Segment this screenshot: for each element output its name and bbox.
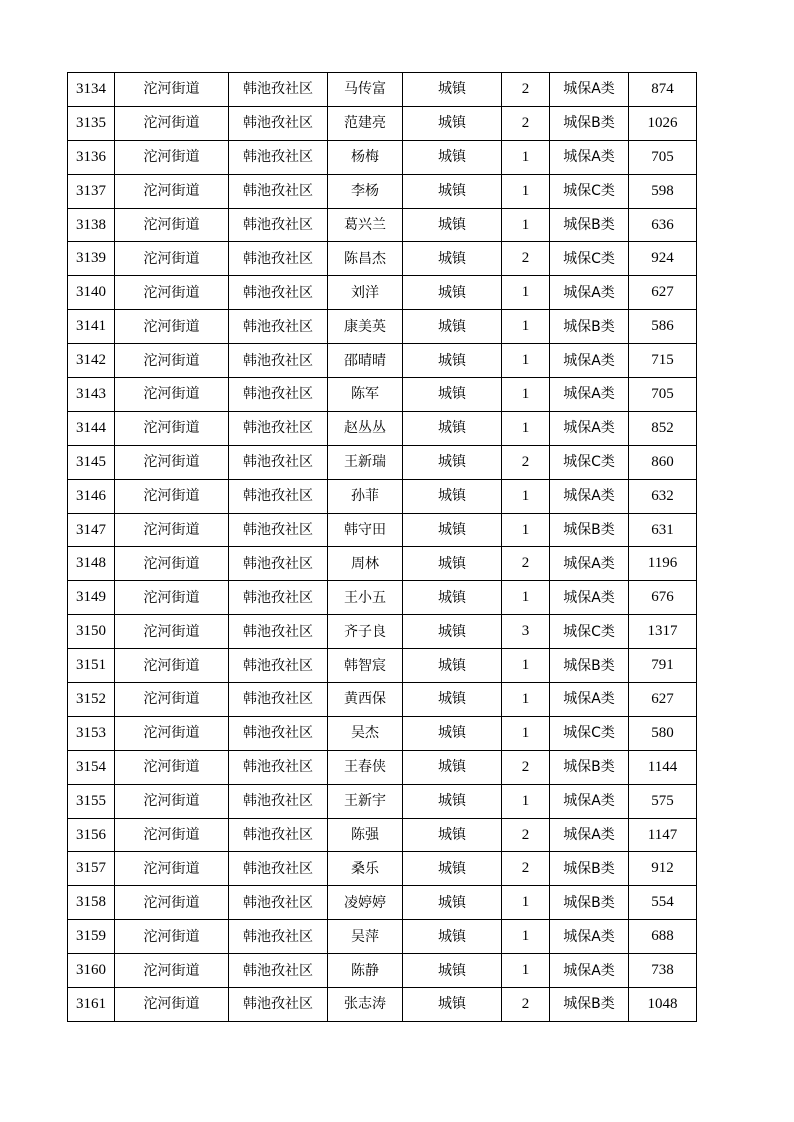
table-row <box>68 988 697 1022</box>
subdistrict-cell: 沱河街道 <box>115 140 229 174</box>
subdistrict-cell: 沱河街道 <box>115 411 229 445</box>
subdistrict-cell: 沱河街道 <box>115 750 229 784</box>
community-cell: 韩池孜社区 <box>229 242 328 276</box>
community-cell: 韩池孜社区 <box>229 547 328 581</box>
household-type-cell: 城镇 <box>403 378 502 412</box>
amount-cell: 554 <box>629 886 697 920</box>
community-cell: 韩池孜社区 <box>229 615 328 649</box>
community-cell: 韩池孜社区 <box>229 988 328 1022</box>
table-row <box>68 784 697 818</box>
table-row <box>68 750 697 784</box>
subdistrict-cell: 沱河街道 <box>115 479 229 513</box>
subdistrict-cell: 沱河街道 <box>115 513 229 547</box>
household-type-cell: 城镇 <box>403 886 502 920</box>
category-cell: 城保A类 <box>550 411 629 445</box>
name-cell: 王小五 <box>328 581 403 615</box>
name-cell: 韩守田 <box>328 513 403 547</box>
amount-cell: 715 <box>629 344 697 378</box>
seq-cell: 3137 <box>68 174 115 208</box>
subdistrict-cell: 沱河街道 <box>115 581 229 615</box>
seq-cell: 3138 <box>68 208 115 242</box>
community-cell: 韩池孜社区 <box>229 920 328 954</box>
seq-cell: 3159 <box>68 920 115 954</box>
member-count-cell: 2 <box>502 106 550 140</box>
seq-cell: 3150 <box>68 615 115 649</box>
name-cell: 齐子良 <box>328 615 403 649</box>
category-cell: 城保C类 <box>550 242 629 276</box>
household-type-cell: 城镇 <box>403 344 502 378</box>
amount-cell: 676 <box>629 581 697 615</box>
member-count-cell: 1 <box>502 716 550 750</box>
category-cell: 城保B类 <box>550 513 629 547</box>
household-type-cell: 城镇 <box>403 818 502 852</box>
amount-cell: 631 <box>629 513 697 547</box>
household-type-cell: 城镇 <box>403 852 502 886</box>
member-count-cell: 2 <box>502 750 550 784</box>
household-type-cell: 城镇 <box>403 445 502 479</box>
seq-cell: 3147 <box>68 513 115 547</box>
category-cell: 城保A类 <box>550 479 629 513</box>
amount-cell: 705 <box>629 140 697 174</box>
member-count-cell: 2 <box>502 852 550 886</box>
community-cell: 韩池孜社区 <box>229 581 328 615</box>
name-cell: 吴萍 <box>328 920 403 954</box>
table-row <box>68 242 697 276</box>
household-type-cell: 城镇 <box>403 276 502 310</box>
name-cell: 孙菲 <box>328 479 403 513</box>
amount-cell: 1196 <box>629 547 697 581</box>
household-type-cell: 城镇 <box>403 479 502 513</box>
amount-cell: 924 <box>629 242 697 276</box>
household-type-cell: 城镇 <box>403 954 502 988</box>
member-count-cell: 1 <box>502 140 550 174</box>
table-row <box>68 479 697 513</box>
community-cell: 韩池孜社区 <box>229 344 328 378</box>
subdistrict-cell: 沱河街道 <box>115 615 229 649</box>
table-row <box>68 649 697 683</box>
subdistrict-cell: 沱河街道 <box>115 954 229 988</box>
table-row <box>68 615 697 649</box>
subdistrict-cell: 沱河街道 <box>115 852 229 886</box>
member-count-cell: 2 <box>502 818 550 852</box>
community-cell: 韩池孜社区 <box>229 411 328 445</box>
table-row <box>68 411 697 445</box>
member-count-cell: 1 <box>502 513 550 547</box>
amount-cell: 627 <box>629 683 697 717</box>
subdistrict-cell: 沱河街道 <box>115 784 229 818</box>
seq-cell: 3161 <box>68 988 115 1022</box>
seq-cell: 3149 <box>68 581 115 615</box>
household-type-cell: 城镇 <box>403 174 502 208</box>
member-count-cell: 1 <box>502 784 550 818</box>
household-type-cell: 城镇 <box>403 106 502 140</box>
subdistrict-cell: 沱河街道 <box>115 445 229 479</box>
amount-cell: 738 <box>629 954 697 988</box>
data-table <box>67 72 697 1022</box>
category-cell: 城保B类 <box>550 988 629 1022</box>
household-type-cell: 城镇 <box>403 581 502 615</box>
subdistrict-cell: 沱河街道 <box>115 242 229 276</box>
member-count-cell: 1 <box>502 344 550 378</box>
category-cell: 城保A类 <box>550 344 629 378</box>
subdistrict-cell: 沱河街道 <box>115 106 229 140</box>
amount-cell: 580 <box>629 716 697 750</box>
community-cell: 韩池孜社区 <box>229 716 328 750</box>
table-row <box>68 920 697 954</box>
community-cell: 韩池孜社区 <box>229 886 328 920</box>
seq-cell: 3153 <box>68 716 115 750</box>
amount-cell: 632 <box>629 479 697 513</box>
table-row <box>68 310 697 344</box>
category-cell: 城保A类 <box>550 140 629 174</box>
household-type-cell: 城镇 <box>403 140 502 174</box>
seq-cell: 3151 <box>68 649 115 683</box>
community-cell: 韩池孜社区 <box>229 683 328 717</box>
category-cell: 城保A类 <box>550 276 629 310</box>
name-cell: 桑乐 <box>328 852 403 886</box>
seq-cell: 3140 <box>68 276 115 310</box>
subdistrict-cell: 沱河街道 <box>115 818 229 852</box>
seq-cell: 3154 <box>68 750 115 784</box>
household-type-cell: 城镇 <box>403 784 502 818</box>
seq-cell: 3139 <box>68 242 115 276</box>
seq-cell: 3157 <box>68 852 115 886</box>
category-cell: 城保B类 <box>550 106 629 140</box>
table-row <box>68 140 697 174</box>
community-cell: 韩池孜社区 <box>229 310 328 344</box>
category-cell: 城保A类 <box>550 954 629 988</box>
subdistrict-cell: 沱河街道 <box>115 378 229 412</box>
household-type-cell: 城镇 <box>403 411 502 445</box>
seq-cell: 3135 <box>68 106 115 140</box>
member-count-cell: 1 <box>502 581 550 615</box>
community-cell: 韩池孜社区 <box>229 954 328 988</box>
household-type-cell: 城镇 <box>403 310 502 344</box>
name-cell: 李杨 <box>328 174 403 208</box>
category-cell: 城保A类 <box>550 73 629 107</box>
table-row <box>68 445 697 479</box>
name-cell: 凌婷婷 <box>328 886 403 920</box>
table-row <box>68 174 697 208</box>
household-type-cell: 城镇 <box>403 513 502 547</box>
seq-cell: 3141 <box>68 310 115 344</box>
amount-cell: 627 <box>629 276 697 310</box>
member-count-cell: 1 <box>502 479 550 513</box>
seq-cell: 3158 <box>68 886 115 920</box>
member-count-cell: 2 <box>502 445 550 479</box>
community-cell: 韩池孜社区 <box>229 784 328 818</box>
member-count-cell: 1 <box>502 310 550 344</box>
subdistrict-cell: 沱河街道 <box>115 174 229 208</box>
category-cell: 城保C类 <box>550 445 629 479</box>
amount-cell: 1048 <box>629 988 697 1022</box>
household-type-cell: 城镇 <box>403 716 502 750</box>
seq-cell: 3148 <box>68 547 115 581</box>
name-cell: 韩智宸 <box>328 649 403 683</box>
name-cell: 杨梅 <box>328 140 403 174</box>
table-row <box>68 344 697 378</box>
subdistrict-cell: 沱河街道 <box>115 716 229 750</box>
amount-cell: 860 <box>629 445 697 479</box>
subdistrict-cell: 沱河街道 <box>115 73 229 107</box>
household-type-cell: 城镇 <box>403 750 502 784</box>
amount-cell: 1144 <box>629 750 697 784</box>
subdistrict-cell: 沱河街道 <box>115 649 229 683</box>
amount-cell: 636 <box>629 208 697 242</box>
household-type-cell: 城镇 <box>403 988 502 1022</box>
subdistrict-cell: 沱河街道 <box>115 683 229 717</box>
table-row <box>68 106 697 140</box>
seq-cell: 3136 <box>68 140 115 174</box>
name-cell: 吴杰 <box>328 716 403 750</box>
member-count-cell: 2 <box>502 242 550 276</box>
table-row <box>68 683 697 717</box>
member-count-cell: 1 <box>502 683 550 717</box>
household-type-cell: 城镇 <box>403 920 502 954</box>
table-row <box>68 276 697 310</box>
member-count-cell: 1 <box>502 276 550 310</box>
category-cell: 城保A类 <box>550 920 629 954</box>
seq-cell: 3152 <box>68 683 115 717</box>
amount-cell: 874 <box>629 73 697 107</box>
member-count-cell: 2 <box>502 988 550 1022</box>
amount-cell: 852 <box>629 411 697 445</box>
name-cell: 赵丛丛 <box>328 411 403 445</box>
seq-cell: 3145 <box>68 445 115 479</box>
amount-cell: 1026 <box>629 106 697 140</box>
amount-cell: 688 <box>629 920 697 954</box>
name-cell: 陈强 <box>328 818 403 852</box>
member-count-cell: 1 <box>502 208 550 242</box>
table-row <box>68 716 697 750</box>
name-cell: 周林 <box>328 547 403 581</box>
table-row <box>68 73 697 107</box>
amount-cell: 1147 <box>629 818 697 852</box>
category-cell: 城保A类 <box>550 581 629 615</box>
amount-cell: 586 <box>629 310 697 344</box>
subdistrict-cell: 沱河街道 <box>115 208 229 242</box>
community-cell: 韩池孜社区 <box>229 445 328 479</box>
household-type-cell: 城镇 <box>403 242 502 276</box>
community-cell: 韩池孜社区 <box>229 479 328 513</box>
table-row <box>68 852 697 886</box>
name-cell: 陈军 <box>328 378 403 412</box>
amount-cell: 705 <box>629 378 697 412</box>
seq-cell: 3143 <box>68 378 115 412</box>
member-count-cell: 2 <box>502 73 550 107</box>
member-count-cell: 2 <box>502 547 550 581</box>
name-cell: 王新瑞 <box>328 445 403 479</box>
category-cell: 城保B类 <box>550 649 629 683</box>
subdistrict-cell: 沱河街道 <box>115 344 229 378</box>
member-count-cell: 1 <box>502 174 550 208</box>
category-cell: 城保B类 <box>550 852 629 886</box>
member-count-cell: 1 <box>502 649 550 683</box>
community-cell: 韩池孜社区 <box>229 852 328 886</box>
name-cell: 黄西保 <box>328 683 403 717</box>
name-cell: 邵晴晴 <box>328 344 403 378</box>
household-type-cell: 城镇 <box>403 208 502 242</box>
seq-cell: 3134 <box>68 73 115 107</box>
category-cell: 城保A类 <box>550 547 629 581</box>
name-cell: 葛兴兰 <box>328 208 403 242</box>
member-count-cell: 3 <box>502 615 550 649</box>
name-cell: 王新宇 <box>328 784 403 818</box>
category-cell: 城保A类 <box>550 378 629 412</box>
name-cell: 刘洋 <box>328 276 403 310</box>
subdistrict-cell: 沱河街道 <box>115 920 229 954</box>
seq-cell: 3144 <box>68 411 115 445</box>
community-cell: 韩池孜社区 <box>229 73 328 107</box>
category-cell: 城保A类 <box>550 683 629 717</box>
amount-cell: 1317 <box>629 615 697 649</box>
community-cell: 韩池孜社区 <box>229 750 328 784</box>
category-cell: 城保A类 <box>550 784 629 818</box>
amount-cell: 575 <box>629 784 697 818</box>
table-row <box>68 547 697 581</box>
household-type-cell: 城镇 <box>403 547 502 581</box>
table-row <box>68 818 697 852</box>
member-count-cell: 1 <box>502 920 550 954</box>
community-cell: 韩池孜社区 <box>229 378 328 412</box>
community-cell: 韩池孜社区 <box>229 276 328 310</box>
member-count-cell: 1 <box>502 886 550 920</box>
table-body <box>68 73 697 1022</box>
table-row <box>68 886 697 920</box>
member-count-cell: 1 <box>502 378 550 412</box>
member-count-cell: 1 <box>502 954 550 988</box>
table-row <box>68 513 697 547</box>
subdistrict-cell: 沱河街道 <box>115 988 229 1022</box>
community-cell: 韩池孜社区 <box>229 513 328 547</box>
household-type-cell: 城镇 <box>403 615 502 649</box>
amount-cell: 598 <box>629 174 697 208</box>
name-cell: 范建亮 <box>328 106 403 140</box>
household-type-cell: 城镇 <box>403 683 502 717</box>
subdistrict-cell: 沱河街道 <box>115 547 229 581</box>
community-cell: 韩池孜社区 <box>229 140 328 174</box>
name-cell: 陈昌杰 <box>328 242 403 276</box>
seq-cell: 3160 <box>68 954 115 988</box>
household-type-cell: 城镇 <box>403 649 502 683</box>
category-cell: 城保B类 <box>550 750 629 784</box>
community-cell: 韩池孜社区 <box>229 174 328 208</box>
seq-cell: 3156 <box>68 818 115 852</box>
table-row <box>68 378 697 412</box>
community-cell: 韩池孜社区 <box>229 106 328 140</box>
seq-cell: 3146 <box>68 479 115 513</box>
amount-cell: 912 <box>629 852 697 886</box>
community-cell: 韩池孜社区 <box>229 818 328 852</box>
name-cell: 康美英 <box>328 310 403 344</box>
amount-cell: 791 <box>629 649 697 683</box>
community-cell: 韩池孜社区 <box>229 208 328 242</box>
category-cell: 城保C类 <box>550 174 629 208</box>
household-type-cell: 城镇 <box>403 73 502 107</box>
name-cell: 王春侠 <box>328 750 403 784</box>
table-row <box>68 581 697 615</box>
category-cell: 城保A类 <box>550 818 629 852</box>
community-cell: 韩池孜社区 <box>229 649 328 683</box>
category-cell: 城保B类 <box>550 310 629 344</box>
name-cell: 张志涛 <box>328 988 403 1022</box>
member-count-cell: 1 <box>502 411 550 445</box>
category-cell: 城保B类 <box>550 886 629 920</box>
subdistrict-cell: 沱河街道 <box>115 310 229 344</box>
table-row <box>68 208 697 242</box>
category-cell: 城保B类 <box>550 208 629 242</box>
table-row <box>68 954 697 988</box>
subdistrict-cell: 沱河街道 <box>115 276 229 310</box>
name-cell: 马传富 <box>328 73 403 107</box>
name-cell: 陈静 <box>328 954 403 988</box>
seq-cell: 3142 <box>68 344 115 378</box>
subdistrict-cell: 沱河街道 <box>115 886 229 920</box>
seq-cell: 3155 <box>68 784 115 818</box>
category-cell: 城保C类 <box>550 716 629 750</box>
category-cell: 城保C类 <box>550 615 629 649</box>
